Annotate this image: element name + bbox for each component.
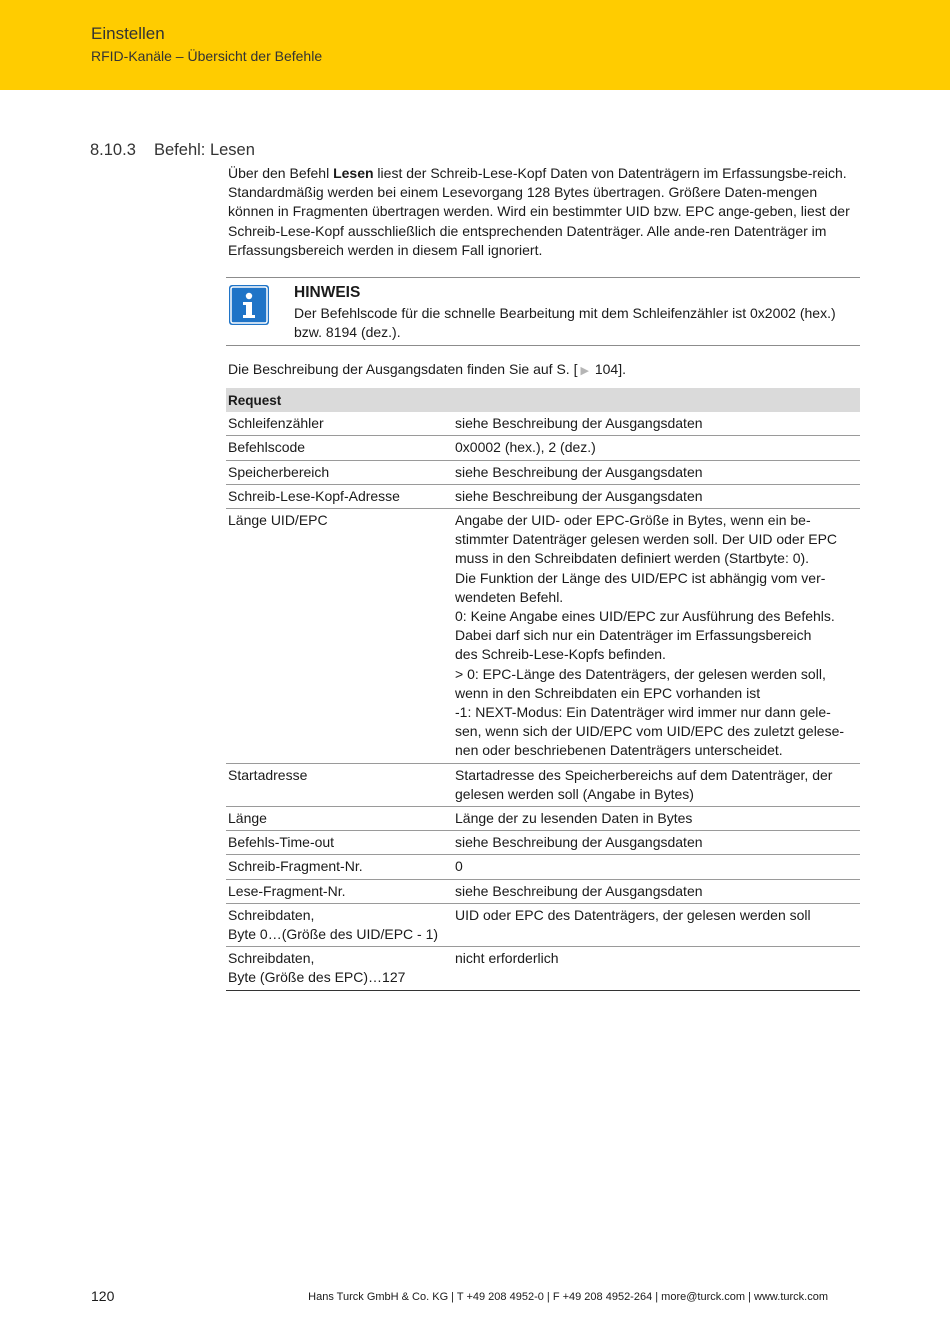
desc-line: sen, wenn sich der UID/EPC vom UID/EPC des zuletzt gelese- (455, 723, 845, 740)
section-number: 8.10.3 (90, 141, 136, 159)
row-desc: siehe Beschreibung der Ausgangsdaten (453, 412, 860, 436)
row-name: Schleifenzähler (226, 412, 453, 436)
reference-bracket-close: ]. (618, 361, 626, 377)
header-subtitle: RFID-Kanäle – Übersicht der Befehle (91, 48, 323, 64)
desc-line: des Schreib-Lese-Kopfs befinden. (455, 646, 666, 663)
desc-line: gelesen werden soll (Angabe in Bytes) (455, 785, 694, 802)
row-name: Startadresse (226, 763, 453, 806)
row-name (226, 947, 453, 990)
desc-line: wenn in den Schreibdaten ein EPC vorhanden ist (455, 684, 761, 701)
table-row (226, 460, 860, 484)
row-desc (453, 763, 860, 806)
row-desc: siehe Beschreibung der Ausgangsdaten (453, 879, 860, 903)
reference-line (228, 360, 626, 381)
table-row (226, 903, 860, 946)
row-name: Lese-Fragment-Nr. (226, 879, 453, 903)
reference-page-link[interactable]: 104 (590, 361, 619, 377)
desc-line: Angabe der UID- oder EPC-Größe in Bytes, wenn ein be- (455, 512, 811, 529)
row-desc (453, 509, 860, 764)
table-row (226, 484, 860, 508)
desc-line: 0: Keine Angabe eines UID/EPC zur Ausführung des Befehls. (455, 608, 835, 625)
desc-line: wendeten Befehl. (455, 588, 564, 605)
desc-line: Die Funktion der Länge des UID/EPC ist abhängig vom ver- (455, 569, 826, 586)
row-name: Länge (226, 807, 453, 831)
intro-bold-command: Lesen (333, 165, 374, 181)
arrow-right-icon: ▶ (580, 365, 589, 377)
row-name: Schreib-Fragment-Nr. (226, 855, 453, 879)
row-name: Speicherbereich (226, 460, 453, 484)
table-row (226, 412, 860, 436)
row-name: Schreib-Lese-Kopf-Adresse (226, 484, 453, 508)
row-desc: UID oder EPC des Datenträgers, der gelesen werden soll (453, 903, 860, 946)
desc-line: stimmter Datenträger gelesen werden soll. Der UID oder EPC (455, 531, 838, 548)
row-desc: siehe Beschreibung der Ausgangsdaten (453, 460, 860, 484)
table-row (226, 831, 860, 855)
row-desc: siehe Beschreibung der Ausgangsdaten (453, 831, 860, 855)
reference-text: Die Beschreibung der Ausgangsdaten finden Sie auf S. (228, 361, 574, 377)
request-table (226, 388, 860, 991)
intro-paragraph (228, 164, 858, 260)
intro-text-rest: liest der Schreib-Lese-Kopf Daten von Datenträgern im Erfassungsbe-reich. Standardmäßig werden bei einem Lesevorgang 128 Bytes übertragen. Größere Daten-mengen können in Fragmenten übertragen werden. Wird ein bestimmter UID bzw. EPC ange-geben, liest der Schreib-Lese-Kopf ausschließlich die entsprechenden Datenträger. Alle ande-ren Datenträger im Erfassungsbereich werden in diesem Fall ignoriert. (228, 165, 850, 258)
table-header-request: Request (226, 388, 860, 412)
reference-bracket-open: [ (573, 361, 578, 377)
name-line: Schreibdaten, (228, 906, 315, 923)
header-band (0, 0, 950, 90)
desc-line: Startadresse des Speicherbereichs auf dem Datenträger, der (455, 766, 833, 783)
row-desc: siehe Beschreibung der Ausgangsdaten (453, 484, 860, 508)
row-desc: Länge der zu lesenden Daten in Bytes (453, 807, 860, 831)
table-row (226, 763, 860, 806)
row-name: Länge UID/EPC (226, 509, 453, 764)
row-desc: 0 (453, 855, 860, 879)
desc-line: Dabei darf sich nur ein Datenträger im Erfassungsbereich (455, 627, 812, 644)
name-line: Byte 0…(Größe des UID/EPC - 1) (228, 926, 439, 943)
row-desc: 0x0002 (hex.), 2 (dez.) (453, 436, 860, 460)
notice-text: Der Befehlscode für die schnelle Bearbeitung mit dem Schleifenzähler ist 0x2002 (hex.) bzw. 8194 (dez.). (294, 305, 836, 341)
name-line: Byte (Größe des EPC)…127 (228, 969, 406, 986)
header-title: Einstellen (91, 24, 165, 43)
section-heading (90, 141, 255, 160)
row-name: Befehls-Time-out (226, 831, 453, 855)
section-title: Befehl: Lesen (154, 141, 255, 159)
desc-line: -1: NEXT-Modus: Ein Datenträger wird immer nur dann gele- (455, 704, 831, 721)
table-row (226, 879, 860, 903)
notice-box (226, 277, 860, 346)
desc-line: > 0: EPC-Länge des Datenträgers, der gelesen werden soll, (455, 665, 826, 682)
row-name: Befehlscode (226, 436, 453, 460)
info-icon (229, 285, 269, 325)
table-row (226, 947, 860, 990)
table-row (226, 509, 860, 764)
table-row (226, 807, 860, 831)
intro-text-start: Über den Befehl (228, 165, 334, 181)
table-row (226, 855, 860, 879)
table-row (226, 436, 860, 460)
desc-line: muss in den Schreibdaten definiert werden (Startbyte: 0). (455, 550, 810, 567)
name-line: Schreibdaten, (228, 950, 315, 967)
row-name (226, 903, 453, 946)
row-desc: nicht erforderlich (453, 947, 860, 990)
footer-contact: Hans Turck GmbH & Co. KG | T +49 208 4952-0 | F +49 208 4952-264 | more@turck.com | www.turck.com (308, 1291, 828, 1303)
notice-title: HINWEIS (294, 284, 361, 301)
page-number: 120 (91, 1288, 115, 1304)
desc-line: nen oder beschriebenen Datenträgers unterscheidet. (455, 742, 783, 759)
